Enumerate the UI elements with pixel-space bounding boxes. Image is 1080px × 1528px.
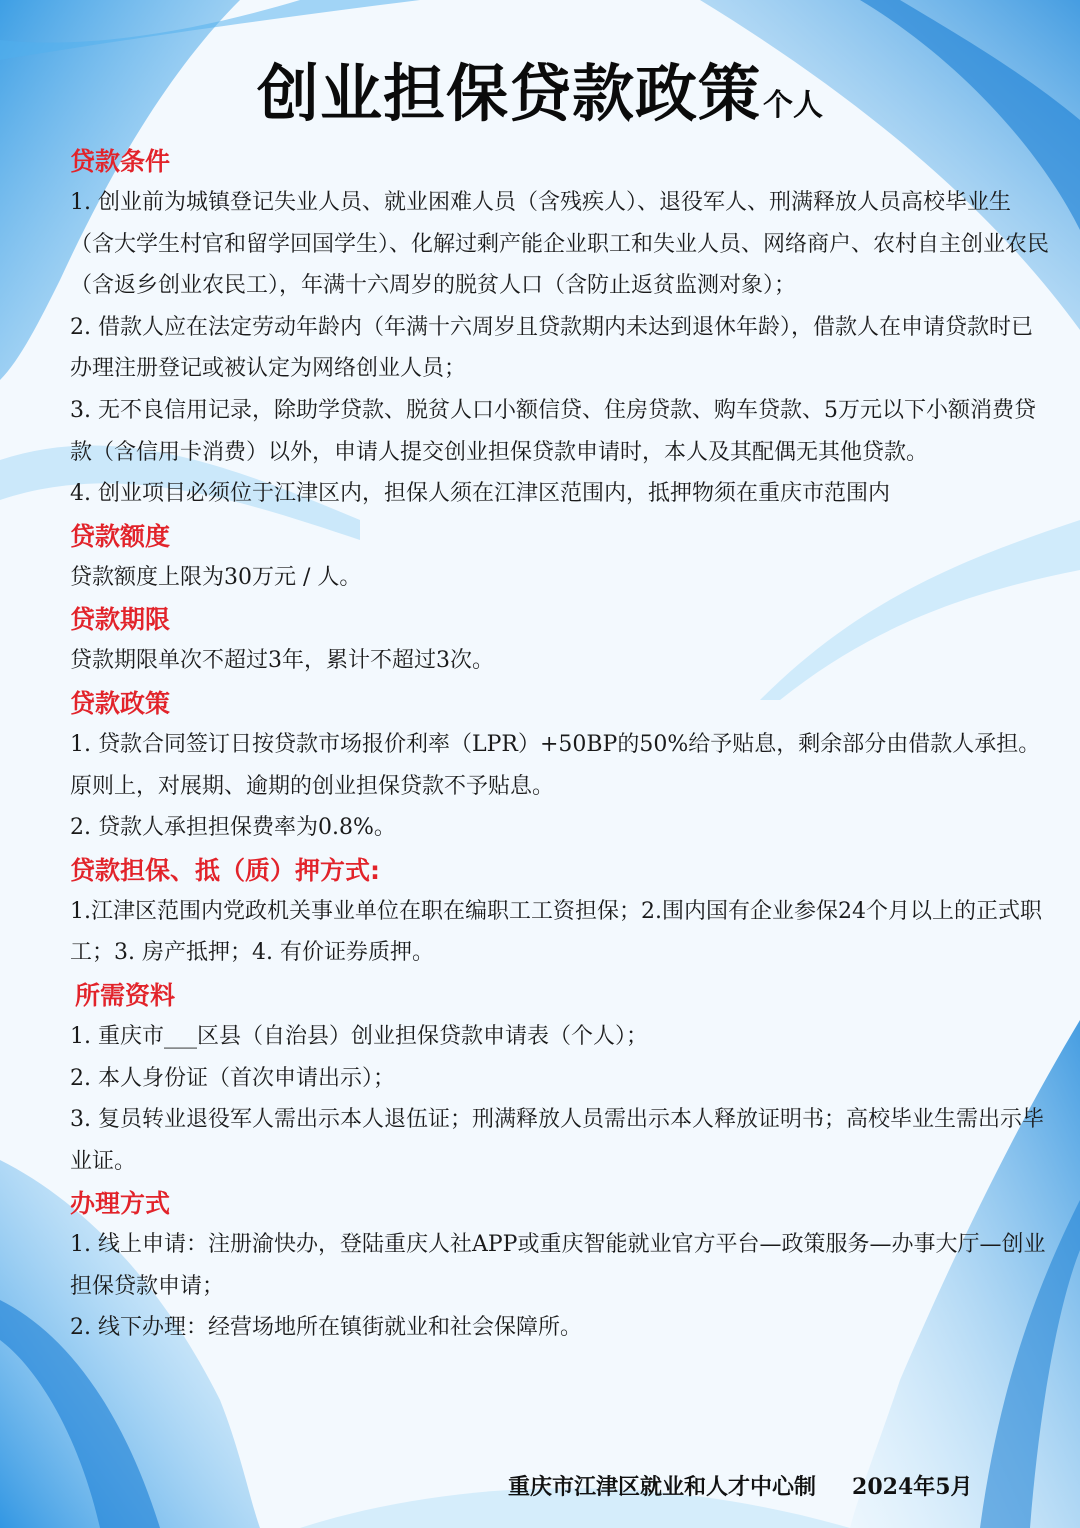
section-loan-policy [70, 684, 1052, 849]
paragraph: 贷款额度上限为30万元 / 人。 [70, 564, 362, 590]
paragraph: 1. 贷款合同签订日按贷款市场报价利率（LPR）+50BP的50%给予贴息，剩余部分由借款人承担。原则上，对展期、逾期的创业担保贷款不予贴息。 [70, 731, 1041, 799]
title-main: 创业担保贷款政策 [256, 57, 761, 130]
paragraph: 1. 重庆市___区县（自治县）创业担保贷款申请表（个人）； [70, 1023, 648, 1049]
paragraph: 1. 创业前为城镇登记失业人员、就业困难人员（含残疾人）、退役军人、刑满释放人员高校毕业生（含大学生村官和留学回国学生）、化解过剩产能企业职工和失业人员、网络商户、农村自主创业农民（含返乡创业农民工），年满十六周岁的脱贫人口（含防止返贫监测对象）； [70, 190, 1050, 299]
section-guarantee-method [70, 851, 1052, 974]
section-required-documents [70, 976, 1052, 1182]
paragraph: 2. 线下办理：经营场地所在镇街就业和社会保障所。 [70, 1315, 582, 1341]
section-heading: 办理方式 [70, 1189, 171, 1219]
section-heading: 贷款期限 [70, 605, 171, 635]
section-heading: 贷款条件 [70, 147, 171, 176]
policy-body [70, 140, 1052, 1349]
title-subtitle: 个人 [763, 88, 823, 123]
section-loan-term [70, 600, 1052, 682]
paragraph: 3. 复员转业退役军人需出示本人退伍证；刑满释放人员需出示本人释放证明书；高校毕业生需出示毕业证。 [70, 1107, 1044, 1174]
section-heading: 贷款政策 [70, 688, 171, 718]
paragraph: 3. 无不良信用记录，除助学贷款、脱贫人口小额信贷、住房贷款、购车贷款、5万元以下小额消费贷款（含信用卡消费）以外，申请人提交创业担保贷款申请时，本人及其配偶无其他贷款。 [70, 397, 1036, 465]
paragraph: 2. 贷款人承担担保费率为0.8%。 [70, 815, 396, 841]
paragraph: 2. 本人身份证（首次申请出示）； [70, 1065, 395, 1091]
paragraph: 1.江津区范围内党政机关事业单位在职在编职工工资担保；2.围内国有企业参保24个月以上的正式职工；3. 房产抵押；4. 有价证券质押。 [70, 898, 1042, 966]
footer [508, 1470, 973, 1501]
issuer-name: 重庆市江津区就业和人才中心制 [508, 1474, 817, 1500]
page-title [0, 44, 1080, 133]
paragraph: 1. 线上申请：注册渝快办，登陆重庆人社APP或重庆智能就业官方平台—政策服务—办事大厅—创业担保贷款申请； [70, 1232, 1046, 1299]
section-loan-amount [70, 517, 1052, 599]
section-heading: 所需资料 [75, 980, 176, 1010]
issue-date: 2024年5月 [852, 1474, 973, 1500]
section-heading: 贷款额度 [70, 521, 171, 551]
section-loan-conditions [70, 142, 1052, 515]
paragraph: 贷款期限单次不超过3年，累计不超过3次。 [70, 648, 494, 674]
section-heading: 贷款担保、抵（质）押方式: [70, 855, 380, 885]
paragraph: 4. 创业项目必须位于江津区内，担保人须在江津区范围内，抵押物须在重庆市范围内 [70, 481, 890, 507]
section-application-method [70, 1184, 1052, 1349]
paragraph: 2. 借款人应在法定劳动年龄内（年满十六周岁且贷款期内未达到退休年龄），借款人在申请贷款时已办理注册登记或被认定为网络创业人员； [70, 314, 1033, 382]
